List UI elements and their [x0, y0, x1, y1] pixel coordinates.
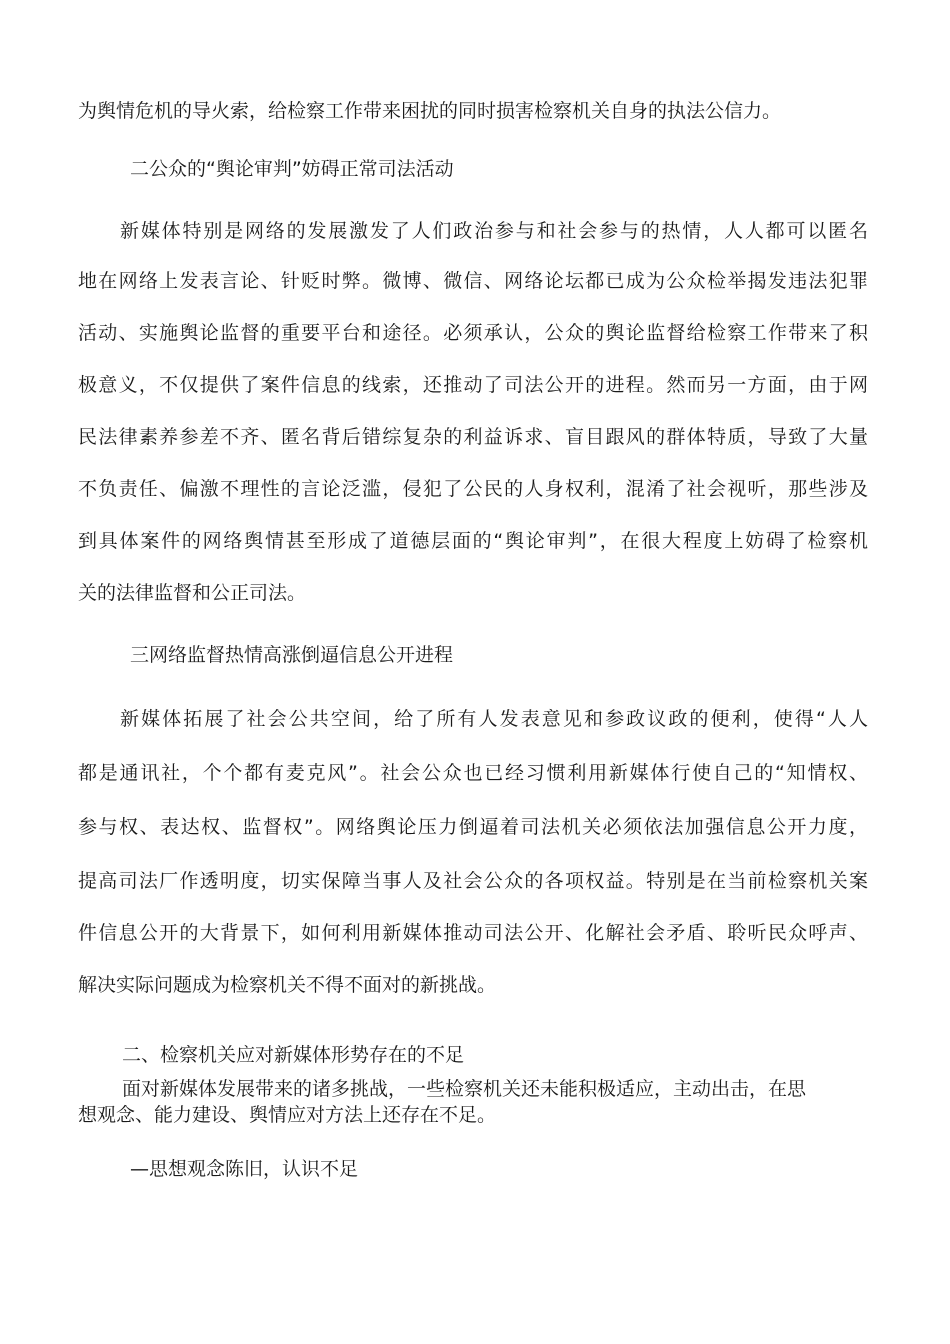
paragraph-line: 新媒体特别是网络的发展激发了人们政治参与和社会参与的热情，人人都可以匿名: [120, 220, 868, 242]
paragraph-line: 到具体案件的网络舆情甚至形成了道德层面的“舆论审判”，在很大程度上妨碍了检察机: [78, 530, 868, 552]
section-heading: 二、检察机关应对新媒体形势存在的不足: [122, 1044, 465, 1066]
section-heading: 二公众的“舆论审判”妨碍正常司法活动: [130, 158, 454, 180]
paragraph-line: 提高司法厂作透明度，切实保障当事人及社会公众的各项权益。特别是在当前检察机关案: [78, 870, 868, 892]
paragraph-line: 新媒体拓展了社会公共空间，给了所有人发表意见和参政议政的便利，使得“人人: [120, 708, 868, 730]
paragraph-line: 解决实际问题成为检察机关不得不面对的新挑战。: [78, 974, 497, 996]
paragraph-line: 为舆情危机的导火索，给检察工作带来困扰的同时损害检察机关自身的执法公信力。: [78, 100, 782, 122]
section-heading: 三网络监督热情高涨倒逼信息公开进程: [130, 644, 454, 666]
paragraph-line: 件信息公开的大背景下，如何利用新媒体推动司法公开、化解社会矛盾、聆听民众呼声、: [78, 922, 868, 944]
paragraph-line: 民法律素养参差不齐、匿名背后错综复杂的利益诉求、盲目跟风的群体特质，导致了大量: [78, 426, 868, 448]
section-heading: —思想观念陈旧，认识不足: [130, 1158, 359, 1180]
paragraph-line: 关的法律监督和公正司法。: [78, 582, 307, 604]
paragraph-line: 地在网络上发表言论、针贬时弊。微博、微信、网络论坛都已成为公众检举揭发违法犯罪: [78, 270, 868, 292]
paragraph-line: 想观念、能力建设、舆情应对方法上还存在不足。: [78, 1104, 497, 1126]
paragraph-line: 极意义，不仅提供了案件信息的线索，还推动了司法公开的进程。然而另一方面，由于网: [78, 374, 868, 396]
paragraph-line: 不负责任、偏激不理性的言论泛滥，侵犯了公民的人身权利，混淆了社会视听，那些涉及: [78, 478, 868, 500]
paragraph-line: 活动、实施舆论监督的重要平台和途径。必须承认，公众的舆论监督给检察工作带来了积: [78, 322, 868, 344]
paragraph-line: 参与权、表达权、监督权”。网络舆论压力倒逼着司法机关必须依法加强信息公开力度，: [78, 816, 868, 838]
paragraph-line: 面对新媒体发展带来的诸多挑战，一些检察机关还未能积极适应，主动出击，在思: [122, 1078, 807, 1100]
paragraph-line: 都是通讯社，个个都有麦克风”。社会公众也已经习惯利用新媒体行使自己的“知情权、: [78, 762, 868, 784]
